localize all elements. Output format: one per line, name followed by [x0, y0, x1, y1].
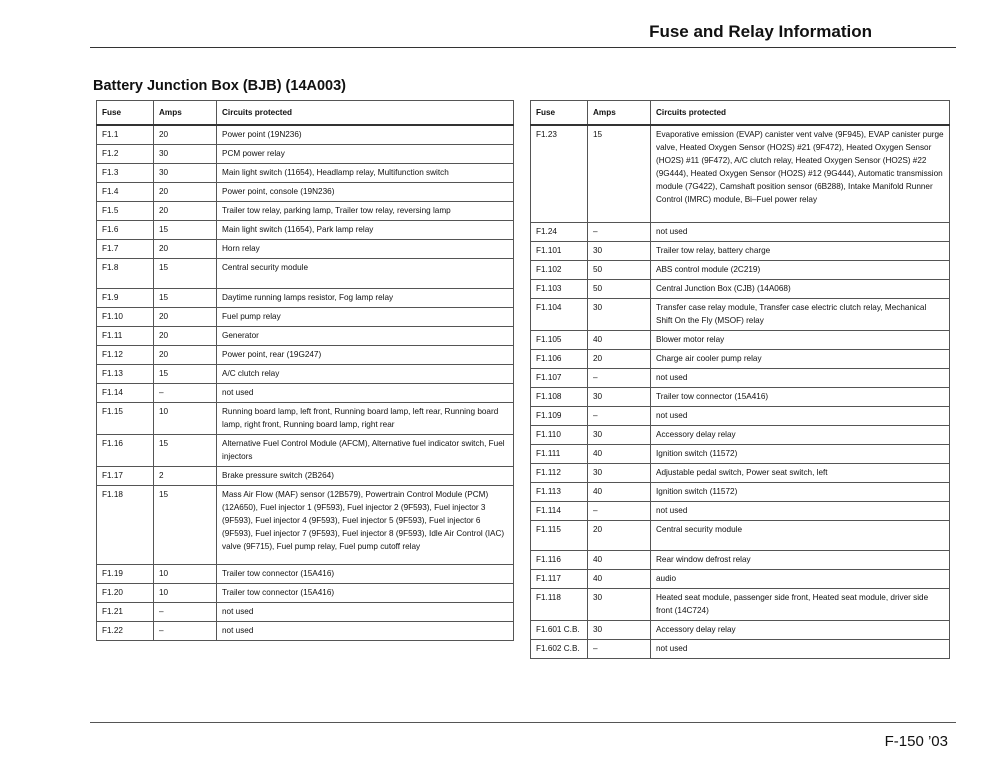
fuse-id-cell: F1.22: [97, 622, 154, 641]
column-header-circuits: Circuits protected: [651, 101, 950, 126]
amps-cell: 40: [588, 482, 651, 501]
amps-cell: 30: [588, 425, 651, 444]
fuse-id-cell: F1.105: [531, 330, 588, 349]
circuits-cell: not used: [651, 406, 950, 425]
circuits-cell: Adjustable pedal switch, Power seat switch, left: [651, 463, 950, 482]
fuse-id-cell: F1.8: [97, 259, 154, 289]
amps-cell: 40: [588, 550, 651, 569]
circuits-cell: Evaporative emission (EVAP) canister vent valve (9F945), EVAP canister purge valve, Heated Oxygen Sensor (HO2S) #21 (9F472), Heated Oxygen Sensor (HO2S) #11 (9F472), A/C clutch relay, Heated Oxygen Sensor (HO2S) #22 (9G444), Heated Oxygen Sensor (HO2S) #12 (9G444), Automatic transmission module (7G422), Camshaft position sensor (6B288), Intake Manifold Runner Control (IMRC) module, Bi–Fuel power relay: [651, 125, 950, 222]
circuits-cell: Ignition switch (11572): [651, 482, 950, 501]
fuse-id-cell: F1.15: [97, 403, 154, 435]
table-header-row: [531, 101, 950, 126]
fuse-id-cell: F1.2: [97, 145, 154, 164]
circuits-cell: Trailer tow connector (15A416): [651, 387, 950, 406]
fuse-id-cell: F1.109: [531, 406, 588, 425]
table-row: [531, 260, 950, 279]
circuits-cell: Transfer case relay module, Transfer case electric clutch relay, Mechanical Shift On the Fly (MSOF) relay: [651, 298, 950, 330]
amps-cell: 20: [588, 349, 651, 368]
fuse-id-cell: F1.16: [97, 435, 154, 467]
amps-cell: –: [588, 406, 651, 425]
fuse-id-cell: F1.116: [531, 550, 588, 569]
circuits-cell: Central Junction Box (CJB) (14A068): [651, 279, 950, 298]
circuits-cell: Trailer tow connector (15A416): [217, 584, 514, 603]
circuits-cell: not used: [651, 639, 950, 658]
table-row: [97, 622, 514, 641]
amps-cell: –: [154, 622, 217, 641]
amps-cell: 30: [588, 387, 651, 406]
table-row: [531, 406, 950, 425]
table-row: [531, 387, 950, 406]
fuse-id-cell: F1.114: [531, 501, 588, 520]
circuits-cell: Alternative Fuel Control Module (AFCM), Alternative fuel indicator switch, Fuel injectors: [217, 435, 514, 467]
fuse-id-cell: F1.101: [531, 241, 588, 260]
table-row: [97, 221, 514, 240]
fuse-id-cell: F1.107: [531, 368, 588, 387]
table-row: [531, 241, 950, 260]
amps-cell: 30: [154, 145, 217, 164]
circuits-cell: Ignition switch (11572): [651, 444, 950, 463]
circuits-cell: Accessory delay relay: [651, 620, 950, 639]
amps-cell: 15: [588, 125, 651, 222]
fuse-id-cell: F1.10: [97, 308, 154, 327]
section-title: Battery Junction Box (BJB) (14A003): [93, 78, 346, 94]
table-row: [531, 444, 950, 463]
amps-cell: –: [588, 222, 651, 241]
fuse-id-cell: F1.103: [531, 279, 588, 298]
table-row: [531, 520, 950, 550]
table-row: [531, 501, 950, 520]
table-row: [97, 183, 514, 202]
circuits-cell: Trailer tow connector (15A416): [217, 565, 514, 584]
circuits-cell: Trailer tow relay, parking lamp, Trailer tow relay, reversing lamp: [217, 202, 514, 221]
amps-cell: 10: [154, 403, 217, 435]
circuits-cell: not used: [651, 222, 950, 241]
table-row: [97, 259, 514, 289]
fuse-id-cell: F1.602 C.B.: [531, 639, 588, 658]
table-row: [97, 145, 514, 164]
amps-cell: 20: [588, 520, 651, 550]
column-header-amps: Amps: [588, 101, 651, 126]
fuse-id-cell: F1.13: [97, 365, 154, 384]
circuits-cell: not used: [217, 384, 514, 403]
amps-cell: –: [588, 368, 651, 387]
amps-cell: 15: [154, 221, 217, 240]
table-row: [531, 298, 950, 330]
amps-cell: 30: [154, 164, 217, 183]
fuse-id-cell: F1.19: [97, 565, 154, 584]
amps-cell: 30: [588, 463, 651, 482]
fuse-id-cell: F1.117: [531, 569, 588, 588]
table-row: [531, 588, 950, 620]
table-row: [531, 349, 950, 368]
amps-cell: 50: [588, 279, 651, 298]
fuse-id-cell: F1.11: [97, 327, 154, 346]
amps-cell: 20: [154, 240, 217, 259]
circuits-cell: Horn relay: [217, 240, 514, 259]
amps-cell: 40: [588, 569, 651, 588]
table-row: [97, 435, 514, 467]
amps-cell: 40: [588, 444, 651, 463]
circuits-cell: Accessory delay relay: [651, 425, 950, 444]
page-header-title: Fuse and Relay Information: [649, 22, 872, 41]
fuse-id-cell: F1.112: [531, 463, 588, 482]
fuse-id-cell: F1.1: [97, 125, 154, 145]
fuse-id-cell: F1.601 C.B.: [531, 620, 588, 639]
fuse-id-cell: F1.23: [531, 125, 588, 222]
table-row: [531, 463, 950, 482]
fuse-id-cell: F1.111: [531, 444, 588, 463]
circuits-cell: Fuel pump relay: [217, 308, 514, 327]
table-row: [531, 569, 950, 588]
circuits-cell: ABS control module (2C219): [651, 260, 950, 279]
amps-cell: 15: [154, 365, 217, 384]
amps-cell: 15: [154, 259, 217, 289]
circuits-cell: Running board lamp, left front, Running board lamp, left rear, Running board lamp, right front, Running board lamp, right rear: [217, 403, 514, 435]
fuse-table-left: [96, 100, 514, 641]
table-row: [97, 384, 514, 403]
circuits-cell: Brake pressure switch (2B264): [217, 467, 514, 486]
fuse-id-cell: F1.108: [531, 387, 588, 406]
table-row: [97, 308, 514, 327]
circuits-cell: Rear window defrost relay: [651, 550, 950, 569]
table-row: [97, 327, 514, 346]
table-row: [531, 482, 950, 501]
fuse-id-cell: F1.9: [97, 289, 154, 308]
fuse-id-cell: F1.102: [531, 260, 588, 279]
amps-cell: 20: [154, 183, 217, 202]
amps-cell: 40: [588, 330, 651, 349]
table-row: [97, 365, 514, 384]
circuits-cell: Trailer tow relay, battery charge: [651, 241, 950, 260]
amps-cell: –: [154, 603, 217, 622]
circuits-cell: Power point, console (19N236): [217, 183, 514, 202]
table-row: [531, 125, 950, 222]
column-header-fuse: Fuse: [531, 101, 588, 126]
table-row: [97, 603, 514, 622]
circuits-cell: Main light switch (11654), Park lamp relay: [217, 221, 514, 240]
column-header-amps: Amps: [154, 101, 217, 126]
amps-cell: 2: [154, 467, 217, 486]
circuits-cell: not used: [217, 603, 514, 622]
fuse-table-right: [530, 100, 950, 659]
circuits-cell: Central security module: [217, 259, 514, 289]
table-row: [97, 403, 514, 435]
table-row: [531, 550, 950, 569]
circuits-cell: Power point, rear (19G247): [217, 346, 514, 365]
amps-cell: 20: [154, 125, 217, 145]
table-row: [97, 202, 514, 221]
circuits-cell: not used: [217, 622, 514, 641]
fuse-id-cell: F1.110: [531, 425, 588, 444]
table-row: [97, 240, 514, 259]
amps-cell: 30: [588, 298, 651, 330]
amps-cell: –: [588, 501, 651, 520]
amps-cell: 20: [154, 202, 217, 221]
table-row: [531, 279, 950, 298]
fuse-id-cell: F1.118: [531, 588, 588, 620]
table-header-row: [97, 101, 514, 126]
column-header-fuse: Fuse: [97, 101, 154, 126]
amps-cell: 30: [588, 588, 651, 620]
table-row: [97, 467, 514, 486]
table-row: [97, 565, 514, 584]
amps-cell: 20: [154, 308, 217, 327]
circuits-cell: Daytime running lamps resistor, Fog lamp relay: [217, 289, 514, 308]
table-row: [97, 584, 514, 603]
table-row: [531, 639, 950, 658]
circuits-cell: Central security module: [651, 520, 950, 550]
fuse-id-cell: F1.14: [97, 384, 154, 403]
amps-cell: 15: [154, 435, 217, 467]
table-row: [97, 164, 514, 183]
amps-cell: 30: [588, 620, 651, 639]
table-row: [531, 620, 950, 639]
amps-cell: –: [588, 639, 651, 658]
amps-cell: 20: [154, 327, 217, 346]
header-rule: [90, 47, 956, 48]
circuits-cell: audio: [651, 569, 950, 588]
footer-rule: [90, 722, 956, 723]
column-header-circuits: Circuits protected: [217, 101, 514, 126]
circuits-cell: not used: [651, 368, 950, 387]
circuits-cell: PCM power relay: [217, 145, 514, 164]
circuits-cell: Generator: [217, 327, 514, 346]
amps-cell: 10: [154, 565, 217, 584]
amps-cell: –: [154, 384, 217, 403]
circuits-cell: not used: [651, 501, 950, 520]
fuse-id-cell: F1.5: [97, 202, 154, 221]
table-row: [97, 346, 514, 365]
fuse-id-cell: F1.17: [97, 467, 154, 486]
circuits-cell: Charge air cooler pump relay: [651, 349, 950, 368]
circuits-cell: Power point (19N236): [217, 125, 514, 145]
fuse-id-cell: F1.104: [531, 298, 588, 330]
table-row: [531, 222, 950, 241]
amps-cell: 15: [154, 486, 217, 565]
table-row: [97, 289, 514, 308]
fuse-id-cell: F1.21: [97, 603, 154, 622]
fuse-id-cell: F1.3: [97, 164, 154, 183]
table-row: [97, 125, 514, 145]
circuits-cell: Main light switch (11654), Headlamp relay, Multifunction switch: [217, 164, 514, 183]
amps-cell: 50: [588, 260, 651, 279]
table-row: [531, 368, 950, 387]
circuits-cell: Mass Air Flow (MAF) sensor (12B579), Powertrain Control Module (PCM) (12A650), Fuel injector 1 (9F593), Fuel injector 2 (9F593), Fuel injector 3 (9F593), Fuel injector 4 (9F593), Fuel injector 5 (9F593), Fuel injector 6 (9F593), Fuel injector 7 (9F593), Fuel injector 8 (9F593), Idle Air Control (IAC) valve (9F715), Fuel pump relay, Fuel pump cutoff relay: [217, 486, 514, 565]
amps-cell: 20: [154, 346, 217, 365]
page-footer-model: F-150 ’03: [884, 733, 948, 750]
table-row: [97, 486, 514, 565]
circuits-cell: Heated seat module, passenger side front, Heated seat module, driver side front (14C724): [651, 588, 950, 620]
fuse-id-cell: F1.24: [531, 222, 588, 241]
fuse-id-cell: F1.6: [97, 221, 154, 240]
fuse-id-cell: F1.7: [97, 240, 154, 259]
fuse-id-cell: F1.113: [531, 482, 588, 501]
fuse-id-cell: F1.106: [531, 349, 588, 368]
table-row: [531, 330, 950, 349]
fuse-id-cell: F1.12: [97, 346, 154, 365]
circuits-cell: Blower motor relay: [651, 330, 950, 349]
amps-cell: 30: [588, 241, 651, 260]
fuse-id-cell: F1.4: [97, 183, 154, 202]
fuse-id-cell: F1.18: [97, 486, 154, 565]
table-row: [531, 425, 950, 444]
fuse-id-cell: F1.20: [97, 584, 154, 603]
amps-cell: 10: [154, 584, 217, 603]
amps-cell: 15: [154, 289, 217, 308]
circuits-cell: A/C clutch relay: [217, 365, 514, 384]
fuse-id-cell: F1.115: [531, 520, 588, 550]
